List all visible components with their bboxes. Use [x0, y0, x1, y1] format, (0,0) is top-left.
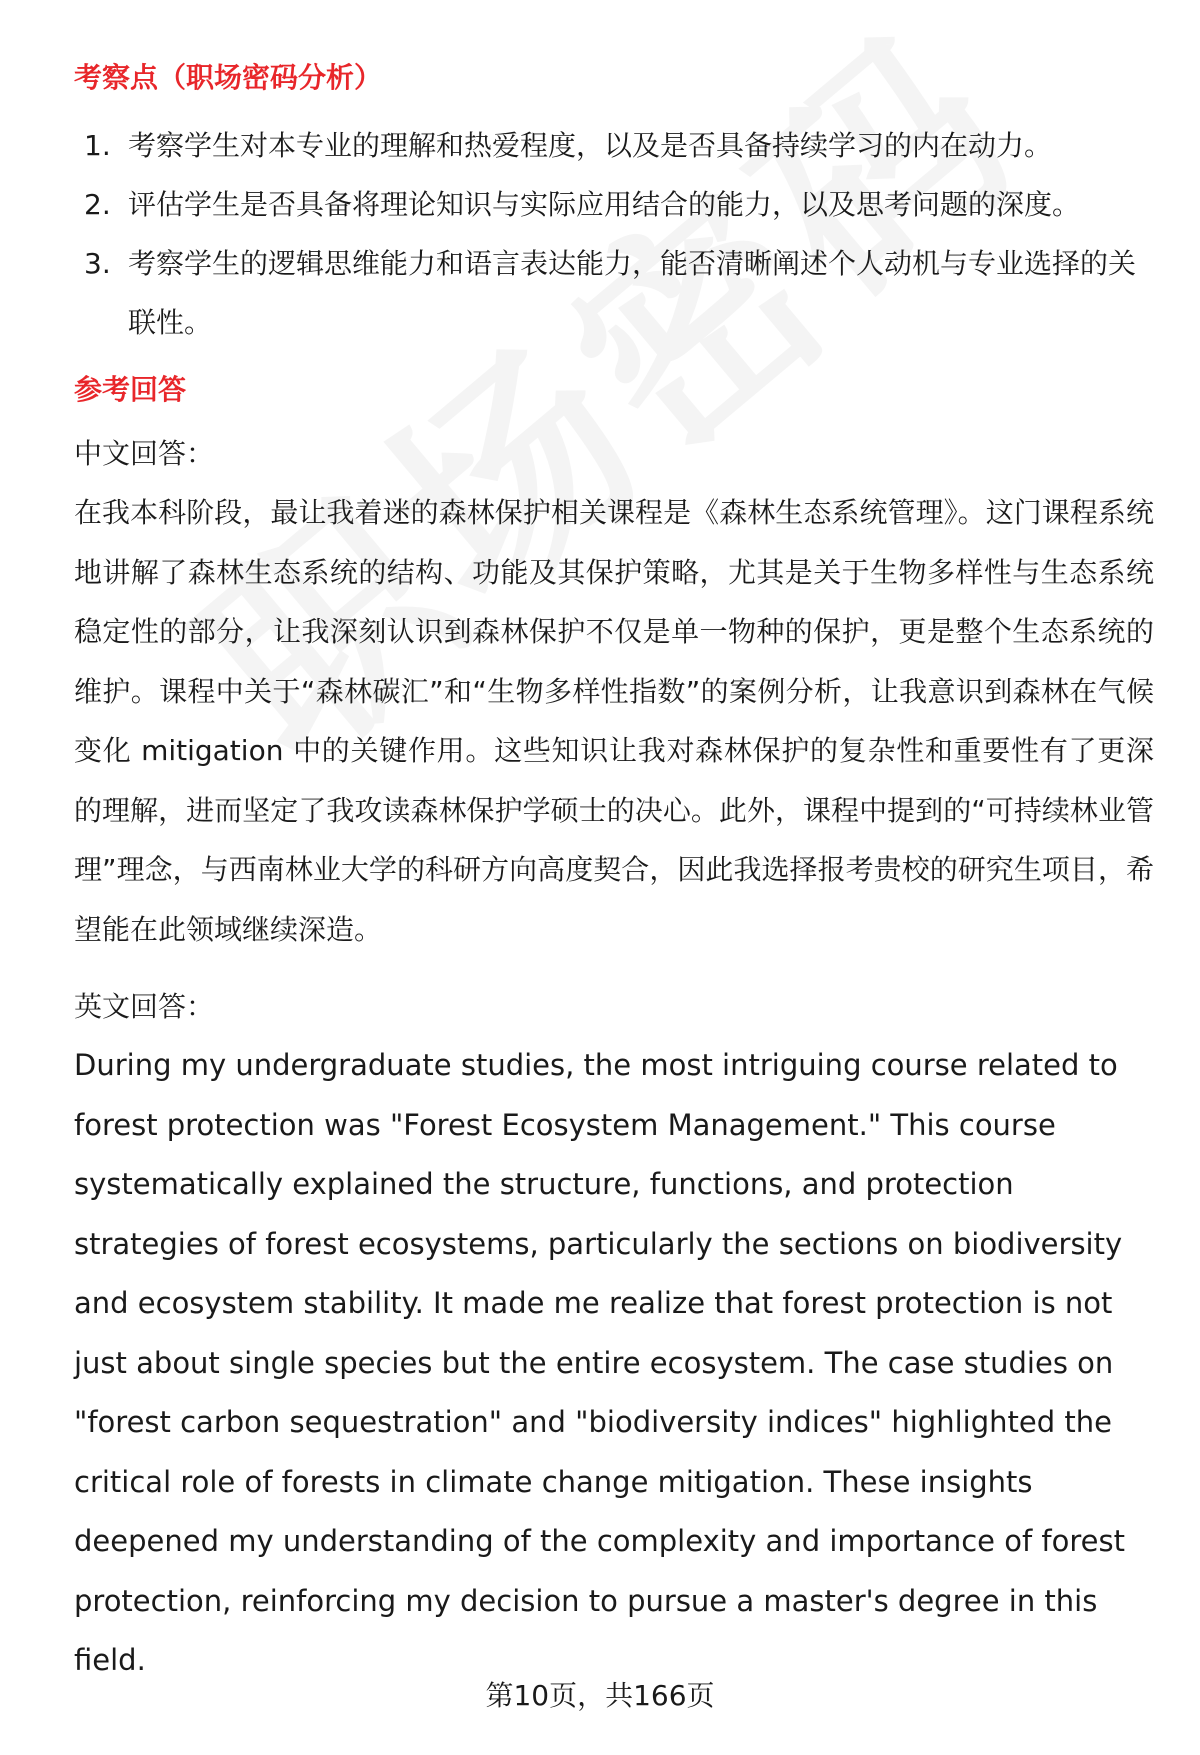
analysis-points-list — [74, 116, 1154, 352]
list-item — [74, 116, 1154, 175]
list-item-number: 1. — [84, 129, 111, 162]
list-item-number: 3. — [84, 247, 111, 280]
section-heading-analysis: 考察点（职场密码分析） — [74, 61, 383, 94]
list-item-number: 2. — [84, 188, 111, 221]
page-number: 第10页，共166页 — [485, 1679, 715, 1712]
english-answer-text: During my undergraduate studies, the most intriguing course related to forest protection was "Forest Ecosystem Management." This course systematically explained the structure, functions, and protection strategies of forest ecosystems, particularly the sections on biodiversity and ecosystem stability. It made me realize that forest protection is not just about single species but the entire ecosystem. The case studies on "forest carbon sequestration" and "biodiversity indices" highlighted the critical role of forests in climate change mitigation. These insights deepened my understanding of the complexity and importance of forest protection, reinforcing my decision to pursue a master's degree in this field. — [74, 1048, 1125, 1677]
list-item — [74, 175, 1154, 234]
list-item-text: 评估学生是否具备将理论知识与实际应用结合的能力，以及思考问题的深度。 — [128, 188, 1081, 221]
list-item — [74, 234, 1154, 352]
list-item-text: 考察学生对本专业的理解和热爱程度，以及是否具备持续学习的内在动力。 — [128, 129, 1053, 162]
document-body — [74, 58, 1154, 1691]
chinese-answer-label: 中文回答： — [74, 437, 215, 470]
list-item-text: 考察学生的逻辑思维能力和语言表达能力，能否清晰阐述个人动机与专业选择的关联性。 — [128, 247, 1137, 339]
english-answer-label: 英文回答： — [74, 990, 215, 1023]
section-heading-reference-answer: 参考回答 — [74, 373, 187, 406]
chinese-answer-text: 在我本科阶段，最让我着迷的森林保护相关课程是《森林生态系统管理》。这门课程系统地讲解了森林生态系统的结构、功能及其保护策略，尤其是关于生物多样性与生态系统稳定性的部分，让我深刻认识到森林保护不仅是单一物种的保护，更是整个生态系统的维护。课程中关于“森林碳汇”和“生物多样性指数”的案例分析，让我意识到森林在气候变化 mitigation 中的关键作用。这些知识让我对森林保护的复杂性和重要性有了更深的理解，进而坚定了我攻读森林保护学硕士的决心。此外，课程中提到的“可持续林业管理”理念，与西南林业大学的科研方向高度契合，因此我选择报考贵校的研究生项目，希望能在此领域继续深造。 — [74, 496, 1154, 946]
